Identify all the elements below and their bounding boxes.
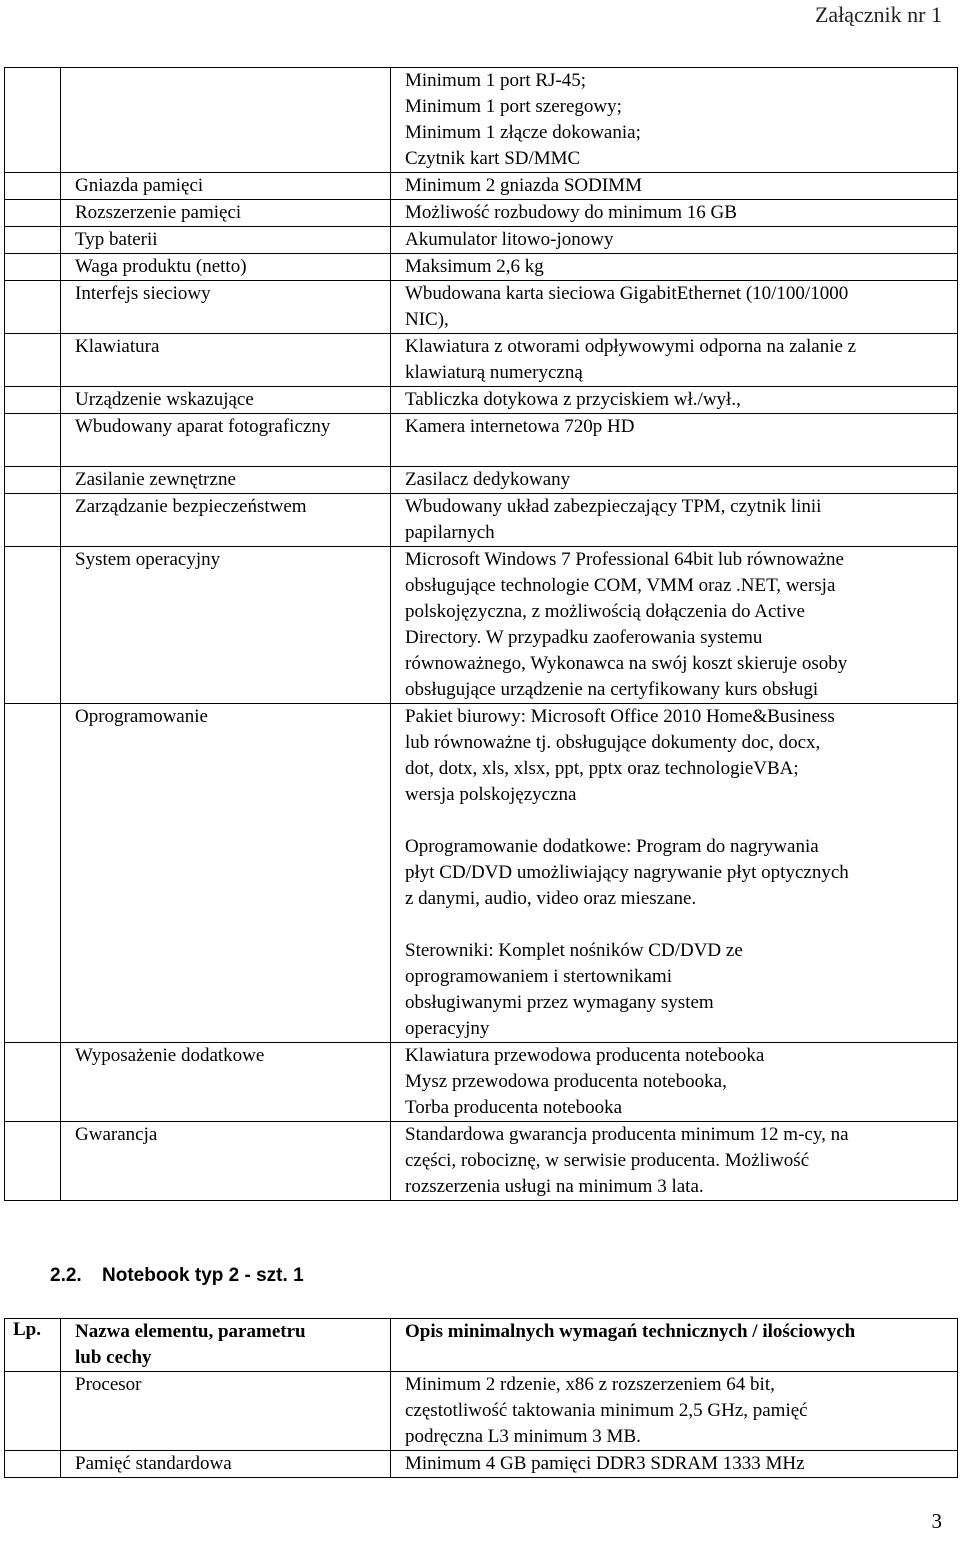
requirement-line: dot, dotx, xls, xlsx, ppt, pptx oraz technologieVBA; <box>405 758 799 779</box>
requirement-line: lub równoważne tj. obsługujące dokumenty doc, docx, <box>405 732 821 753</box>
requirement-line: Klawiatura z otworami odpływowymi odporna na zalanie z <box>405 336 857 357</box>
spec-table <box>4 67 958 1201</box>
lp-cell <box>5 494 61 547</box>
page-number: 3 <box>931 1509 942 1533</box>
name-cell <box>61 1122 391 1201</box>
requirement-line: papilarnych <box>405 522 495 543</box>
parameter-name: Klawiatura <box>75 336 160 357</box>
table-row <box>5 1122 958 1201</box>
table-row <box>5 414 958 467</box>
name-cell <box>61 704 391 1043</box>
lp-cell <box>5 1122 61 1201</box>
requirement-line <box>391 912 957 938</box>
requirement-line: oprogramowaniem i stertownikami <box>405 966 672 987</box>
requirement-line: rozszerzenia usługi na minimum 3 lata. <box>405 1176 704 1197</box>
requirement-line: wersja polskojęzyczna <box>405 784 577 805</box>
parameter-name: Oprogramowanie <box>75 706 208 727</box>
requirement-line: obsługiwanymi przez wymagany system <box>405 992 714 1013</box>
requirement-line: Minimum 2 gniazda SODIMM <box>405 175 642 196</box>
parameter-name: Procesor <box>75 1374 142 1395</box>
requirement-line: podręczna L3 minimum 3 MB. <box>405 1426 641 1447</box>
lp-cell <box>5 227 61 254</box>
requirement-line: częstotliwość taktowania minimum 2,5 GHz, pamięć <box>405 1400 808 1421</box>
lp-cell <box>5 1372 61 1451</box>
table-row <box>5 494 958 547</box>
desc-cell <box>391 254 958 281</box>
requirement-line: Tabliczka dotykowa z przyciskiem wł./wył., <box>405 389 741 410</box>
header-lp: Lp. <box>5 1319 61 1372</box>
header-name <box>61 1319 391 1372</box>
parameter-name: Waga produktu (netto) <box>75 256 247 277</box>
table-row <box>5 334 958 387</box>
desc-cell <box>391 494 958 547</box>
requirement-line: z danymi, audio, video oraz mieszane. <box>405 888 697 909</box>
parameter-name: lub cechy <box>75 1347 152 1368</box>
requirement-line: Akumulator litowo-jonowy <box>405 229 614 250</box>
desc-cell <box>391 1372 958 1451</box>
requirement-line: Czytnik kart SD/MMC <box>405 148 581 169</box>
desc-cell <box>391 200 958 227</box>
parameter-name: Wyposażenie dodatkowe <box>75 1045 265 1066</box>
requirement-line: Maksimum 2,6 kg <box>405 256 544 277</box>
section-title: Notebook typ 2 - szt. 1 <box>102 1265 304 1286</box>
parameter-name: Zasilanie zewnętrzne <box>75 469 236 490</box>
name-cell <box>61 254 391 281</box>
parameter-name: Gwarancja <box>75 1124 158 1145</box>
parameter-name <box>61 68 390 94</box>
table-row <box>5 1451 958 1478</box>
requirement-line: obsługujące technologie COM, VMM oraz .NET, wersja <box>405 575 836 596</box>
table-row <box>5 68 958 173</box>
lp-cell <box>5 334 61 387</box>
table-row <box>5 227 958 254</box>
requirement-line: Minimum 4 GB pamięci DDR3 SDRAM 1333 MHz <box>405 1453 805 1474</box>
parameter-name: Urządzenie wskazujące <box>75 389 254 410</box>
table-row <box>5 1372 958 1451</box>
requirement-line: Zasilacz dedykowany <box>405 469 571 490</box>
requirement-line: klawiaturą numeryczną <box>405 362 583 383</box>
requirement-line <box>391 440 957 466</box>
parameter-name: System operacyjny <box>75 549 221 570</box>
header-desc <box>391 1319 958 1372</box>
requirement-line: Minimum 1 port RJ-45; <box>405 70 587 91</box>
name-cell <box>61 68 391 173</box>
name-cell <box>61 334 391 387</box>
parameter-name: Interfejs sieciowy <box>75 283 211 304</box>
requirement-line: NIC), <box>405 309 449 330</box>
spec-table-2 <box>4 1318 958 1478</box>
requirement-line: Standardowa gwarancja producenta minimum 12 m-cy, na <box>405 1124 849 1145</box>
desc-cell <box>391 68 958 173</box>
lp-cell <box>5 704 61 1043</box>
lp-cell <box>5 173 61 200</box>
name-cell <box>61 1451 391 1478</box>
lp-cell <box>5 200 61 227</box>
parameter-name: Rozszerzenie pamięci <box>75 202 242 223</box>
lp-cell <box>5 414 61 467</box>
section-number: 2.2. <box>50 1265 82 1286</box>
requirement-line: Pakiet biurowy: Microsoft Office 2010 Home&Business <box>405 706 835 727</box>
table-row <box>5 547 958 704</box>
desc-cell <box>391 467 958 494</box>
table-row <box>5 200 958 227</box>
requirement-line: równoważnego, Wykonawca na swój koszt skieruje osoby <box>405 653 848 674</box>
parameter-name: Wbudowany aparat fotograficzny <box>75 416 331 437</box>
table-row <box>5 1043 958 1122</box>
table-row <box>5 173 958 200</box>
lp-cell <box>5 467 61 494</box>
requirement-line: Minimum 1 port szeregowy; <box>405 96 622 117</box>
name-cell <box>61 547 391 704</box>
requirement-line: Mysz przewodowa producenta notebooka, <box>405 1071 727 1092</box>
lp-cell <box>5 1043 61 1122</box>
requirement-line: Microsoft Windows 7 Professional 64bit lub równoważne <box>405 549 844 570</box>
lp-cell <box>5 1451 61 1478</box>
table-row <box>5 467 958 494</box>
requirement-line: Opis minimalnych wymagań technicznych / ilościowych <box>405 1321 856 1342</box>
requirement-line: Oprogramowanie dodatkowe: Program do nagrywania <box>405 836 819 857</box>
parameter-name: Nazwa elementu, parametru <box>75 1321 306 1342</box>
desc-cell <box>391 1122 958 1201</box>
desc-cell <box>391 547 958 704</box>
table-row <box>5 254 958 281</box>
name-cell <box>61 281 391 334</box>
requirement-line: Minimum 2 rdzenie, x86 z rozszerzeniem 64 bit, <box>405 1374 775 1395</box>
name-cell <box>61 1043 391 1122</box>
name-cell <box>61 227 391 254</box>
parameter-name: Pamięć standardowa <box>75 1453 232 1474</box>
requirement-line <box>391 808 957 834</box>
lp-cell <box>5 547 61 704</box>
desc-cell <box>391 704 958 1043</box>
parameter-name: Gniazda pamięci <box>75 175 204 196</box>
table-row <box>5 281 958 334</box>
desc-cell <box>391 227 958 254</box>
requirement-line: polskojęzyczna, z możliwością dołączenia do Active <box>405 601 805 622</box>
name-cell <box>61 387 391 414</box>
desc-cell <box>391 387 958 414</box>
table-header-row <box>5 1319 958 1372</box>
desc-cell <box>391 1451 958 1478</box>
name-cell <box>61 467 391 494</box>
requirement-line: części, robociznę, w serwisie producenta. Możliwość <box>405 1150 810 1171</box>
requirement-line: Torba producenta notebooka <box>405 1097 623 1118</box>
requirement-line: operacyjny <box>405 1018 490 1039</box>
annex-label: Załącznik nr 1 <box>814 2 942 27</box>
requirement-line: Wbudowana karta sieciowa GigabitEthernet (10/100/1000 <box>405 283 849 304</box>
name-cell <box>61 494 391 547</box>
name-cell <box>61 200 391 227</box>
requirement-line: Klawiatura przewodowa producenta notebooka <box>405 1045 765 1066</box>
parameter-name: Typ baterii <box>75 229 158 250</box>
name-cell <box>61 173 391 200</box>
table-row <box>5 704 958 1043</box>
section-heading <box>50 1265 304 1287</box>
name-cell <box>61 414 391 467</box>
desc-cell <box>391 1043 958 1122</box>
requirement-line: obsługujące urządzenie na certyfikowany kurs obsługi <box>405 679 819 700</box>
parameter-name: Zarządzanie bezpieczeństwem <box>75 496 307 517</box>
desc-cell <box>391 334 958 387</box>
requirement-line: płyt CD/DVD umożliwiający nagrywanie płyt optycznych <box>405 862 849 883</box>
desc-cell <box>391 414 958 467</box>
desc-cell <box>391 173 958 200</box>
table-row <box>5 387 958 414</box>
requirement-line: Directory. W przypadku zaoferowania systemu <box>405 627 763 648</box>
lp-cell <box>5 387 61 414</box>
requirement-line: Minimum 1 złącze dokowania; <box>405 122 641 143</box>
lp-cell <box>5 68 61 173</box>
desc-cell <box>391 281 958 334</box>
name-cell <box>61 1372 391 1451</box>
lp-cell <box>5 281 61 334</box>
lp-cell <box>5 254 61 281</box>
requirement-line: Sterowniki: Komplet nośników CD/DVD ze <box>405 940 743 961</box>
requirement-line: Możliwość rozbudowy do minimum 16 GB <box>405 202 737 223</box>
requirement-line: Wbudowany układ zabezpieczający TPM, czytnik linii <box>405 496 822 517</box>
requirement-line: Kamera internetowa 720p HD <box>405 416 635 437</box>
